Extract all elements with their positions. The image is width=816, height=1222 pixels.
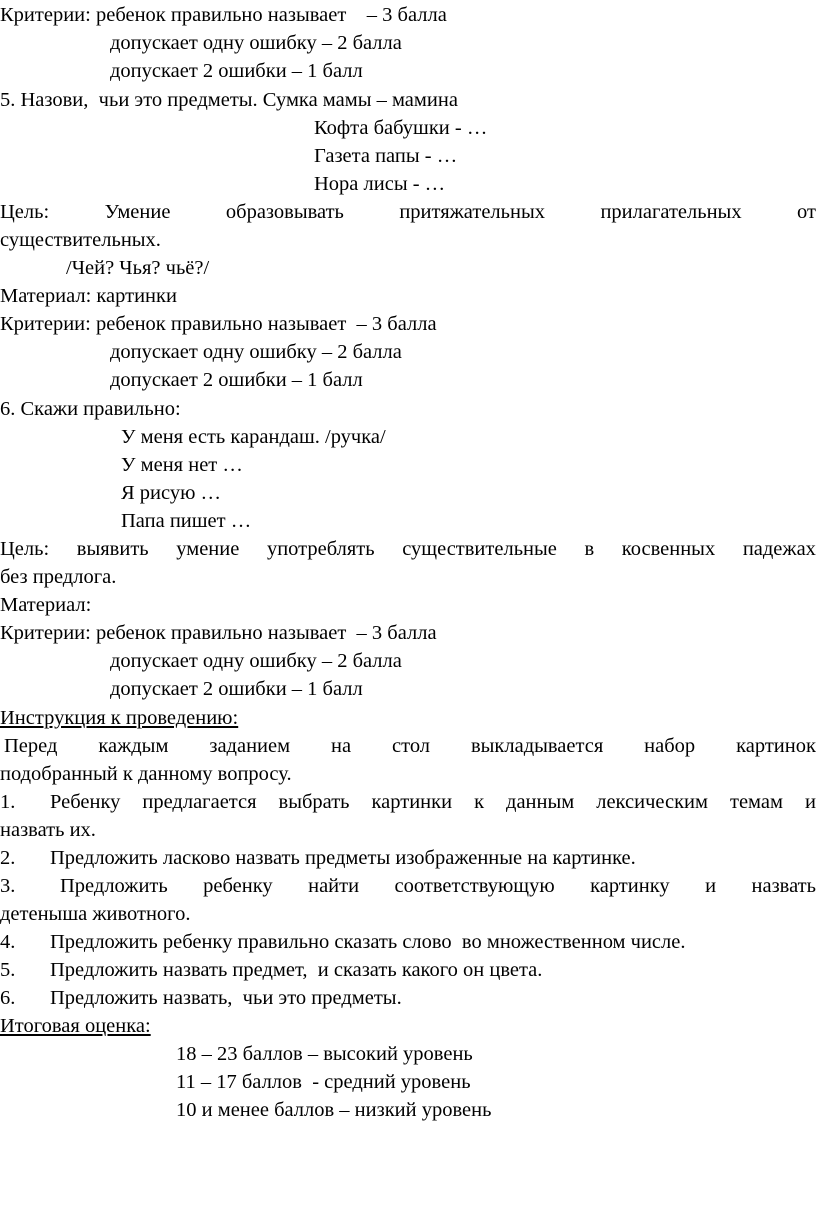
criteria-3-line-1: Критерии: ребенок правильно называет – 3 балла bbox=[0, 622, 437, 644]
step-word: данным bbox=[506, 791, 575, 813]
criteria-2-line-1: Критерии: ребенок правильно называет – 3 балла bbox=[0, 313, 437, 335]
score-level: 11 – 17 баллов - средний уровень bbox=[176, 1071, 471, 1093]
instruction-step-3-cont: детеныша животного. bbox=[0, 903, 191, 925]
task-5-item: Нора лисы - … bbox=[314, 173, 446, 195]
task-5-material: Материал: картинки bbox=[0, 285, 177, 307]
task-6-item: Папа пишет … bbox=[121, 510, 252, 532]
intro-word: каждым bbox=[98, 735, 169, 757]
goal-word: притяжательных bbox=[399, 201, 546, 223]
step-word: и bbox=[804, 791, 816, 813]
task-5-item: Кофта бабушки - … bbox=[314, 117, 488, 139]
step-number: 5. bbox=[0, 959, 16, 981]
criteria-1-line-3: допускает 2 ошибки – 1 балл bbox=[110, 60, 363, 82]
task-6-item: У меня нет … bbox=[121, 454, 243, 476]
task-6-heading: 6. Скажи правильно: bbox=[0, 398, 181, 420]
intro-word: набор bbox=[644, 735, 696, 757]
task-6-goal-line-2: без предлога. bbox=[0, 566, 117, 588]
task-6-material: Материал: bbox=[0, 594, 92, 616]
goal-word: в bbox=[584, 538, 595, 560]
step-number: 3. bbox=[0, 875, 16, 897]
intro-word: на bbox=[331, 735, 352, 757]
instruction-step-1 bbox=[50, 788, 816, 816]
step-word: темам bbox=[729, 791, 783, 813]
instruction-step-6: Предложить назвать, чьи это предметы. bbox=[50, 987, 402, 1009]
step-word: картинку bbox=[590, 875, 670, 897]
task-5-heading: 5. Назови, чьи это предметы. Сумка мамы – мамина bbox=[0, 89, 458, 111]
goal-word: прилагательных bbox=[600, 201, 742, 223]
step-word: найти bbox=[308, 875, 360, 897]
goal-word: образовывать bbox=[225, 201, 344, 223]
criteria-2-line-2: допускает одну ошибку – 2 балла bbox=[110, 341, 402, 363]
task-6-goal bbox=[0, 535, 816, 563]
step-word: картинки bbox=[371, 791, 453, 813]
task-6-item: Я рисую … bbox=[121, 482, 222, 504]
intro-word: выкладывается bbox=[470, 735, 604, 757]
step-word: назвать bbox=[751, 875, 816, 897]
criteria-3-line-3: допускает 2 ошибки – 1 балл bbox=[110, 678, 363, 700]
goal-word: Умение bbox=[104, 201, 171, 223]
goal-word: существительные bbox=[402, 538, 557, 560]
instruction-step-2: Предложить ласково назвать предметы изображенные на картинке. bbox=[50, 847, 636, 869]
score-level: 10 и менее баллов – низкий уровень bbox=[176, 1099, 492, 1121]
task-5-goal bbox=[0, 198, 816, 226]
goal-word: падежах bbox=[742, 538, 816, 560]
step-word: выбрать bbox=[278, 791, 350, 813]
step-number: 6. bbox=[0, 987, 16, 1009]
task-6-item: У меня есть карандаш. /ручка/ bbox=[121, 426, 386, 448]
goal-word: употреблять bbox=[266, 538, 375, 560]
intro-word: Перед bbox=[4, 735, 58, 757]
instructions-heading: Инструкция к проведению: bbox=[0, 707, 239, 729]
step-word: предлагается bbox=[142, 791, 257, 813]
intro-word: картинок bbox=[736, 735, 816, 757]
step-number: 4. bbox=[0, 931, 16, 953]
instructions-intro-line-2: подобранный к данному вопросу. bbox=[0, 763, 292, 785]
criteria-1-line-1: Критерии: ребенок правильно называет – 3 балла bbox=[0, 4, 447, 26]
goal-word: Цель: bbox=[0, 201, 50, 223]
goal-word: от bbox=[797, 201, 816, 223]
criteria-1-line-2: допускает одну ошибку – 2 балла bbox=[110, 32, 402, 54]
instruction-step-4: Предложить ребенку правильно сказать слово во множественном числе. bbox=[50, 931, 686, 953]
step-word: соответствующую bbox=[394, 875, 555, 897]
goal-word: Цель: bbox=[0, 538, 50, 560]
goal-word: умение bbox=[176, 538, 240, 560]
step-word: лексическим bbox=[596, 791, 708, 813]
final-score-heading: Итоговая оценка: bbox=[0, 1015, 151, 1037]
task-5-item: Газета папы - … bbox=[314, 145, 458, 167]
step-number: 2. bbox=[0, 847, 16, 869]
instruction-step-3 bbox=[60, 872, 816, 900]
intro-word: заданием bbox=[209, 735, 291, 757]
goal-word: косвенных bbox=[621, 538, 716, 560]
task-5-questions: /Чей? Чья? чьё?/ bbox=[66, 257, 210, 279]
step-word: Ребенку bbox=[50, 791, 121, 813]
criteria-2-line-3: допускает 2 ошибки – 1 балл bbox=[110, 369, 363, 391]
step-word: и bbox=[705, 875, 717, 897]
goal-word: выявить bbox=[76, 538, 149, 560]
step-word: ребенку bbox=[203, 875, 273, 897]
instruction-step-5: Предложить назвать предмет, и сказать какого он цвета. bbox=[50, 959, 543, 981]
intro-word: стол bbox=[392, 735, 431, 757]
criteria-3-line-2: допускает одну ошибку – 2 балла bbox=[110, 650, 402, 672]
instruction-step-1-cont: назвать их. bbox=[0, 819, 96, 841]
step-number: 1. bbox=[0, 791, 16, 813]
step-word: Предложить bbox=[60, 875, 168, 897]
step-word: к bbox=[474, 791, 485, 813]
score-level: 18 – 23 баллов – высокий уровень bbox=[176, 1043, 473, 1065]
instructions-intro bbox=[4, 732, 816, 760]
task-5-goal-line-2: существительных. bbox=[0, 229, 161, 251]
